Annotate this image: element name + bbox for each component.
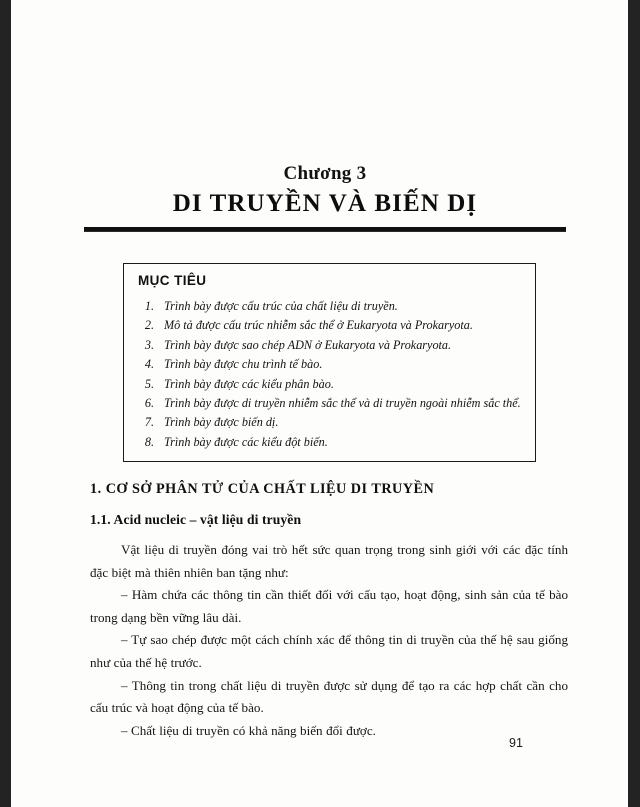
chapter-header: [84, 163, 566, 218]
objective-text: Trình bày được cấu trúc của chất liệu di truyền.: [164, 299, 398, 313]
chapter-title: DI TRUYỀN VÀ BIẾN DỊ: [172, 189, 478, 217]
title-divider-rule: [84, 227, 566, 231]
section-heading-level2: 1.1. Acid nucleic – vật liệu di truyền: [90, 512, 302, 527]
body-paragraph: – Thông tin trong chất liệu di truyền được sử dụng để tạo ra các hợp chất cần cho cấu trúc và hoạt động của tế bào.: [90, 677, 568, 716]
section-heading-level1: 1. CƠ SỞ PHÂN TỬ CỦA CHẤT LIỆU DI TRUYỀN: [90, 481, 435, 497]
objective-text: Trình bày được di truyền nhiễm sắc thể và di truyền ngoài nhiễm sắc thể.: [164, 395, 521, 410]
objective-item: [138, 436, 527, 455]
objectives-list: [138, 300, 527, 455]
objective-item: [138, 358, 527, 377]
body-paragraph: Vật liệu di truyền đóng vai trò hết sức quan trọng trong sinh giới với các đặc tính đặc biệt mà thiên nhiên ban tặng như:: [90, 542, 568, 580]
body-copy: [90, 539, 568, 742]
body-paragraph: – Hàm chứa các thông tin cần thiết đối với cấu tạo, hoạt động, sinh sản của tế bào trong dạng bền vững lâu dài.: [90, 587, 568, 625]
scan-edge-left: [0, 0, 11, 807]
objective-text: Trình bày được các kiểu đột biến.: [164, 434, 328, 449]
scan-edge-right: [628, 0, 640, 807]
page-sheet: [11, 0, 628, 807]
page-number: 91: [509, 736, 523, 750]
objective-number: 6.: [144, 395, 154, 410]
objective-number: 5.: [144, 376, 154, 391]
objectives-box: [123, 263, 536, 462]
objective-item: [138, 416, 527, 435]
body-paragraph: – Chất liệu di truyền có khả năng biến đổi được.: [121, 722, 376, 738]
objective-number: 2.: [144, 318, 154, 333]
objective-item: [138, 339, 527, 358]
objective-item: [138, 319, 527, 338]
objective-text: Trình bày được sao chép ADN ở Eukaryota và Prokaryota.: [164, 337, 452, 352]
objective-number: 4.: [144, 357, 154, 372]
objective-text: Trình bày được chu trình tế bào.: [164, 357, 323, 372]
objective-number: 3.: [144, 337, 154, 352]
objectives-heading: MỤC TIÊU: [138, 273, 207, 288]
objective-item: [138, 397, 527, 416]
objective-text: Trình bày được các kiểu phân bào.: [164, 376, 334, 391]
objective-item: [138, 300, 527, 319]
chapter-number: Chương 3: [283, 163, 367, 184]
objective-text: Mô tả được cấu trúc nhiễm sắc thể ở Eukaryota và Prokaryota.: [164, 318, 473, 333]
objective-number: 7.: [144, 415, 154, 430]
objective-number: 8.: [144, 434, 154, 449]
body-paragraph: – Tự sao chép được một cách chính xác để thông tin di truyền của thế hệ sau giống như của thế hệ trước.: [90, 632, 568, 670]
objective-item: [138, 378, 527, 397]
objective-text: Trình bày được biến dị.: [164, 415, 279, 430]
objective-number: 1.: [144, 299, 154, 313]
